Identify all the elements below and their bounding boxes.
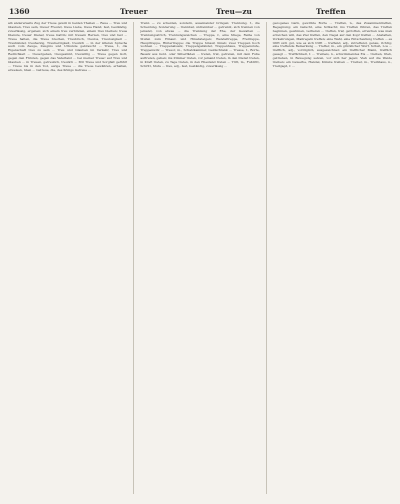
column-left: [8, 22, 127, 494]
running-header: [8, 6, 392, 19]
column-left-text: alb andererseits Zug der Treue gewiß in beiden Theilen ... Reue ... Treu und Glauben, Treu sein, treuer Freund, treue Liebe, treue Hand; fest, beständig, zuverlässig, ergeben; sich einem treu verbinden, einem treu bleiben; treue Dienste, treuer Diener, treue Gattin; mit treuem Herzen, treu und fest ... Treue halten, die Treue brechen, Treubruch, treulos, Treulosigkeit ... Treuhänder, treuherzig, Treuherzigkeit, treulich ... in der älteren Sprache auch vom Zeuge, Zeugnis und Urkunde gebraucht ... Treue, f., die Eigenschaft treu zu sein ... Treu und Glauben im Verkehr, Treu und Redlichkeit ... treuergeben, treugesinnt, treuwillig ... Treue gegen Gott, gegen den Fürsten, gegen das Vaterland ... bei meiner Treue! auf Treu und Glauben ... in Treuen, getreulich, treulich ... Mit Treue und Sorgfalt geführt ... Treue bis in den Tod, ewige Treue ... die Treue bewähren, erhalten, erweisen, üben ... Getreue, die, des Königs Getreue ...: [8, 22, 128, 72]
column-right: [266, 22, 392, 494]
text-columns: [8, 22, 392, 494]
column-right-text: gezogenes Garn, gewirkte Borte ... Treffen, n., das Zusammentreffen, Begegnung; ein Gefecht, eine Schlacht; ins Treffen führen, das Treffen beginnen, gewinnen, verlieren ... treffen, traf, getroffen, erreichen was man erreichen will, das Ziel treffen, den Nagel auf den Kopf treffen ... Anstalten, Vorkehrungen, Maßregeln treffen; eine Wahl, eine Entscheidung treffen ... es trifft sich gut, wie es sich trifft ... treffend, adj., zutreffend, genau, richtig; eine treffende Bemerkung ... Treffer, m., ein glücklicher Wurf, Schuß, Los ... trefflich, adj., vorzüglich, ausgezeichnet; ein trefflicher Mann, trefflich gesagt ... Trefflichkeit, f. ... Treibeis, n., schwimmendes Eis ... treiben, trieb, getrieben, in Bewegung setzen, vor sich her jagen; Vieh auf die Weide treiben; ein Gewerbe, Handel, Künste treiben ... Treiber, m., Treibhaus, n., Treibjagd, f. ...: [272, 22, 392, 68]
page-number: 1360: [9, 7, 30, 16]
column-middle: [133, 22, 259, 494]
column-middle-text: Trenn — zu scheiden, sondern, auseinander bringen; Trennung, f., die Scheidung, Sonderung ... trennbar, untrennbar ... getrennt, sich trennen von jemand, von etwas ... die Trennung der Ehe, der Gewalten ... Trennungsstrich, Trennungszeichen ... Treppe, f., eine Stiege, Reihe von Stufen zum Hinauf- und Hinabsteigen; Wendeltreppe, Freitreppe, Haupttreppe, Hintertreppe; die Treppe hinauf, hinab; zwei Treppen hoch wohnen ... Treppenabsatz, Treppengeländer, Treppenhaus, Treppenstufe, Treppenwitz ... Tresor, m., Schatzkammer, Geldschrank ... Tresse, f., Borte, Besatz aus Gold- oder Silberfäden ... treten, trat, getreten, mit dem Fuße auftreten, gehen; ins Zimmer treten, vor jemand treten, in den Dienst treten, in Kraft treten, zu Tage treten, in den Ehestand treten ... Tritt, m., Fußtritt, Schritt, Stufe ... treu, adj., fest, beständig, zuverlässig ...: [140, 22, 260, 68]
header-right-word: Treffen: [316, 7, 346, 16]
header-left-word: Treuer: [120, 7, 148, 16]
header-middle-word: Treu—zu: [216, 7, 252, 16]
